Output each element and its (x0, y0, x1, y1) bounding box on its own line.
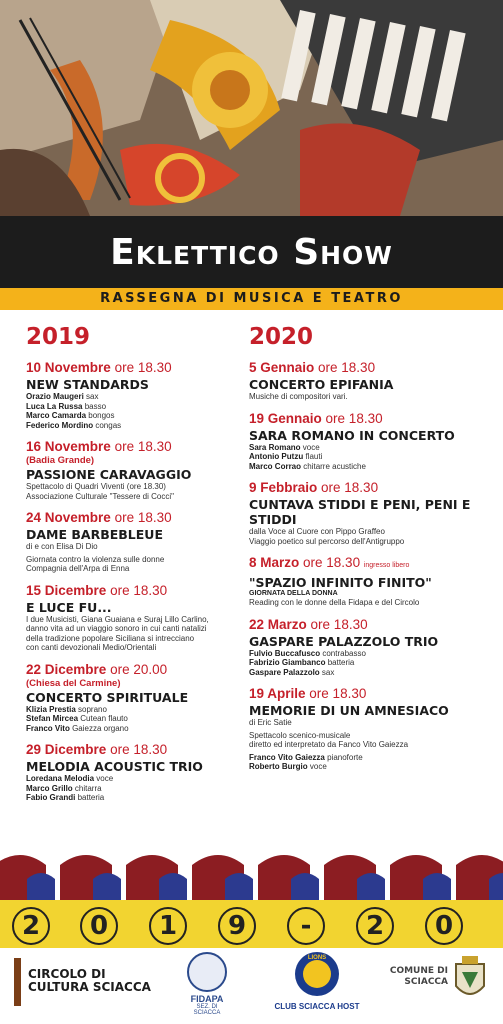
detail-text: con canti devozionali Medio/Orientali (26, 643, 157, 652)
detail-text: batteria (325, 658, 355, 667)
event-detail-line (249, 537, 489, 547)
detail-text: di Eric Satie (249, 718, 292, 727)
event-date-line (26, 360, 248, 376)
lions-emblem-icon (295, 952, 339, 996)
event-title: CONCERTO SPIRITUALE (26, 689, 189, 705)
subtitle-band (0, 288, 503, 310)
detail-text: diretto ed interpretato da Fanco Vito Gaiezza (249, 740, 409, 749)
event-date: 19 Aprile (249, 686, 306, 701)
event-title: NEW STANDARDS (26, 377, 149, 392)
event-time: ore 18.30 (325, 410, 383, 426)
performer-name: Marco Corrao (249, 461, 302, 471)
event-item (249, 360, 489, 402)
performer-name: Federico Mordino (26, 420, 94, 430)
event-detail-line (249, 658, 489, 668)
event-detail-line (26, 542, 248, 552)
detail-text: di e con Elisa Di Dio (26, 542, 98, 551)
event-detail-line (26, 615, 248, 625)
performer-name: Klizia Prestia (26, 704, 76, 714)
detail-text: bongos (86, 411, 115, 420)
event-time: ore 18.30 (309, 686, 367, 701)
performer-name: Franco Vito (26, 723, 70, 733)
event-time: ore 18.30 (310, 616, 368, 632)
event-detail-line (26, 714, 248, 724)
detail-text: Spettacolo scenico-musicale (249, 730, 351, 740)
event-date: 24 Novembre (26, 510, 111, 525)
header-artwork (0, 0, 503, 216)
event-time: ore 18.30 (318, 360, 376, 375)
event-detail-line (249, 740, 489, 750)
event-item (26, 439, 248, 501)
year-character: 2 (12, 907, 50, 945)
performer-name: Orazio Maugeri (26, 392, 84, 401)
performer-name: Fulvio Buccafusco (249, 648, 321, 658)
performer-name: Franco Vito Gaiezza (249, 752, 325, 762)
event-detail-line (249, 762, 489, 772)
event-date: 22 Marzo (249, 616, 307, 632)
performer-name: Fabio Grandi (26, 793, 76, 802)
event-detail-line (26, 392, 248, 402)
event-detail-line (26, 634, 248, 644)
fidapa-name: FIDAPA (190, 994, 224, 1004)
event-date-line (249, 617, 489, 633)
event-detail-line (26, 411, 248, 421)
detail-text: Gaiezza organo (69, 723, 129, 733)
event-date: 10 Novembre (26, 360, 111, 375)
event-time: ore 18.30 (114, 510, 172, 525)
season-year-band (0, 900, 503, 952)
event-detail-line (26, 774, 248, 784)
event-time: ore 18.30 (303, 555, 361, 570)
detail-text: voce (300, 442, 320, 452)
year-character: 0 (80, 907, 118, 945)
event-detail-line (26, 421, 248, 431)
event-detail-line (249, 443, 489, 453)
event-item (249, 686, 489, 772)
detail-text: soprano (75, 704, 107, 714)
sponsor-logos (0, 948, 503, 1024)
event-detail-line (26, 482, 248, 492)
event-date-line (26, 510, 248, 526)
event-detail-line (26, 402, 248, 412)
performer-name: Marco Camarda (26, 411, 87, 420)
detail-text: voce (307, 762, 327, 771)
circolo-logo (14, 958, 154, 1006)
event-date-line (249, 555, 489, 574)
event-title: DAME BARBEBLEUE (26, 527, 163, 542)
abstract-music-painting (0, 0, 503, 216)
program-2019 (26, 324, 248, 812)
event-date: 15 Dicembre (26, 582, 107, 598)
event-detail-line (249, 462, 489, 472)
detail-text: della tradizione popolare Siciliana si intrecciano (26, 633, 195, 643)
event-detail-line (26, 492, 248, 502)
show-subtitle: RASSEGNA DI MUSICA E TEATRO (100, 291, 403, 306)
event-subtitle: GIORNATA DELLA DONNA (249, 590, 338, 597)
event-item (249, 617, 489, 678)
detail-text: Cutean flauto (78, 714, 128, 723)
detail-text: danno vita ad un viaggio sonoro in cui canti natalizi (26, 624, 207, 633)
program-2020 (249, 324, 489, 781)
event-date: 29 Dicembre (26, 742, 107, 757)
event-detail-line (26, 555, 248, 565)
year-character: 1 (149, 907, 187, 945)
detail-text: basso (82, 401, 107, 411)
event-list (249, 360, 489, 772)
event-time: ore 18.30 (114, 439, 172, 454)
event-detail-line (26, 643, 248, 653)
detail-text: Musiche di compositori vari. (249, 392, 348, 401)
event-detail-line (249, 649, 489, 659)
detail-text: Viaggio poetico sul percorso dell'Antigruppo (249, 536, 405, 546)
event-detail-line (249, 731, 489, 741)
detail-text: chitarre acustiche (301, 461, 366, 471)
event-detail-line (249, 392, 489, 402)
lions-emblem-text: LIONS (307, 955, 327, 961)
performer-name: Marco Grillo (26, 783, 73, 793)
comune-crest-icon (452, 954, 488, 1006)
detail-text: dalla Voce al Cuore con Pippo Graffeo (249, 527, 385, 536)
fidapa-section: SEZ. DI SCIACCA (193, 1004, 221, 1016)
event-detail-line (249, 598, 489, 608)
event-time: ore 18.30 (110, 742, 168, 757)
event-item (26, 510, 248, 574)
event-date-line (26, 439, 248, 455)
event-title: GASPARE PALAZZOLO TRIO (249, 633, 439, 649)
event-detail-line (26, 564, 248, 574)
detail-text: Associazione Culturale "Tessere di Cocci" (26, 491, 174, 501)
event-note: ingresso libero (363, 562, 410, 569)
event-item (249, 411, 489, 472)
circolo-bar-icon (14, 958, 21, 1006)
event-title: PASSIONE CARAVAGGIO (26, 467, 192, 482)
event-detail-line (249, 753, 489, 763)
event-title: E LUCE FU... (26, 599, 112, 615)
event-item (249, 480, 489, 546)
event-title: MELODIA ACOUSTIC TRIO (26, 759, 203, 774)
performer-name: Fabrizio Giambanco (249, 658, 326, 667)
event-date-line (249, 360, 489, 376)
event-detail-line (249, 718, 489, 728)
detail-text: sax (83, 392, 99, 401)
event-time: ore 18.30 (321, 480, 379, 495)
year-character: 0 (425, 907, 463, 945)
event-item (26, 662, 248, 734)
detail-text: I due Musicisti, Giana Guaiana e Suraj Lillo Carlino, (26, 614, 209, 624)
event-title: CUNTAVA STIDDI E PENI, PENI E STIDDI (249, 497, 471, 527)
detail-text: flauti (303, 452, 323, 461)
event-item (249, 555, 489, 608)
event-date: 16 Novembre (26, 439, 111, 454)
performer-name: Loredana Melodia (26, 774, 95, 783)
event-venue: (Badia Grande) (26, 455, 95, 466)
performer-name: Antonio Putzu (249, 452, 304, 461)
detail-text: batteria (75, 793, 105, 802)
year-character: - (287, 907, 325, 945)
event-title: SARA ROMANO IN CONCERTO (249, 427, 455, 443)
event-title: "SPAZIO INFINITO FINITO" (249, 575, 432, 590)
year-character: 9 (218, 907, 256, 945)
detail-text: congas (93, 420, 122, 430)
performer-name: Stefan Mircea (26, 714, 79, 723)
event-date-line (26, 583, 248, 599)
performer-name: Gaspare Palazzolo (249, 667, 320, 677)
event-date: 5 Gennaio (249, 360, 315, 375)
event-detail-line (249, 452, 489, 462)
event-time: ore 18.30 (110, 582, 168, 598)
detail-text: Reading con le donne della Fidapa e del Circolo (249, 598, 420, 607)
event-date: 19 Gennaio (249, 410, 322, 426)
event-list (26, 360, 248, 803)
event-time: ore 18.30 (114, 360, 172, 375)
detail-text: Spettacolo di Quadri Viventi (ore 18.30) (26, 482, 166, 491)
event-date-line (249, 411, 489, 427)
detail-text: Compagnia dell'Arpa di Enna (26, 564, 130, 573)
event-detail-line (26, 784, 248, 794)
lions-logo (272, 952, 362, 1022)
event-item (26, 583, 248, 653)
fidapa-emblem-icon (187, 952, 227, 992)
event-detail-line (26, 724, 248, 734)
performer-name: Luca La Russa (26, 401, 83, 411)
event-item (26, 742, 248, 803)
event-detail-line (26, 624, 248, 634)
event-date-line (249, 686, 489, 702)
performer-name: Sara Romano (249, 442, 301, 452)
detail-text: voce (94, 774, 114, 783)
event-date: 8 Marzo (249, 555, 300, 570)
event-detail-line (249, 668, 489, 678)
year-heading: 2019 (26, 324, 91, 350)
event-date: 9 Febbraio (249, 480, 318, 495)
performer-name: Roberto Burgio (249, 762, 308, 771)
event-date: 22 Dicembre (26, 661, 107, 677)
event-detail-line (26, 705, 248, 715)
event-venue: (Chiesa del Carmine) (26, 677, 121, 689)
detail-text: pianoforte (324, 752, 363, 762)
event-item (26, 360, 248, 430)
event-detail-line (249, 527, 489, 537)
event-title: CONCERTO EPIFANIA (249, 377, 394, 392)
comune-name: COMUNE DI SCIACCA (389, 966, 448, 987)
detail-text: contrabasso (320, 648, 366, 658)
circolo-name: CIRCOLO DI CULTURA SCIACCA (28, 967, 151, 994)
event-title: MEMORIE DI UN AMNESIACO (249, 703, 449, 718)
event-detail-line (26, 793, 248, 803)
event-time: ore 20.00 (110, 661, 168, 677)
lions-emblem-center (303, 960, 331, 988)
detail-text: chitarra (72, 783, 102, 793)
event-date-line (26, 742, 248, 758)
event-date-line (26, 662, 248, 678)
year-heading: 2020 (249, 324, 314, 350)
fidapa-logo (184, 952, 230, 1022)
year-character: 2 (356, 907, 394, 945)
title-band (0, 216, 503, 288)
lions-club-name: CLUB SCIACCA HOST (274, 1002, 360, 1011)
detail-text: Giornata contro la violenza sulle donne (26, 554, 165, 564)
show-title: Eklettico Show (110, 232, 393, 273)
theater-seats-graphic (0, 845, 503, 905)
detail-text: sax (319, 667, 335, 677)
event-date-line (249, 480, 489, 496)
